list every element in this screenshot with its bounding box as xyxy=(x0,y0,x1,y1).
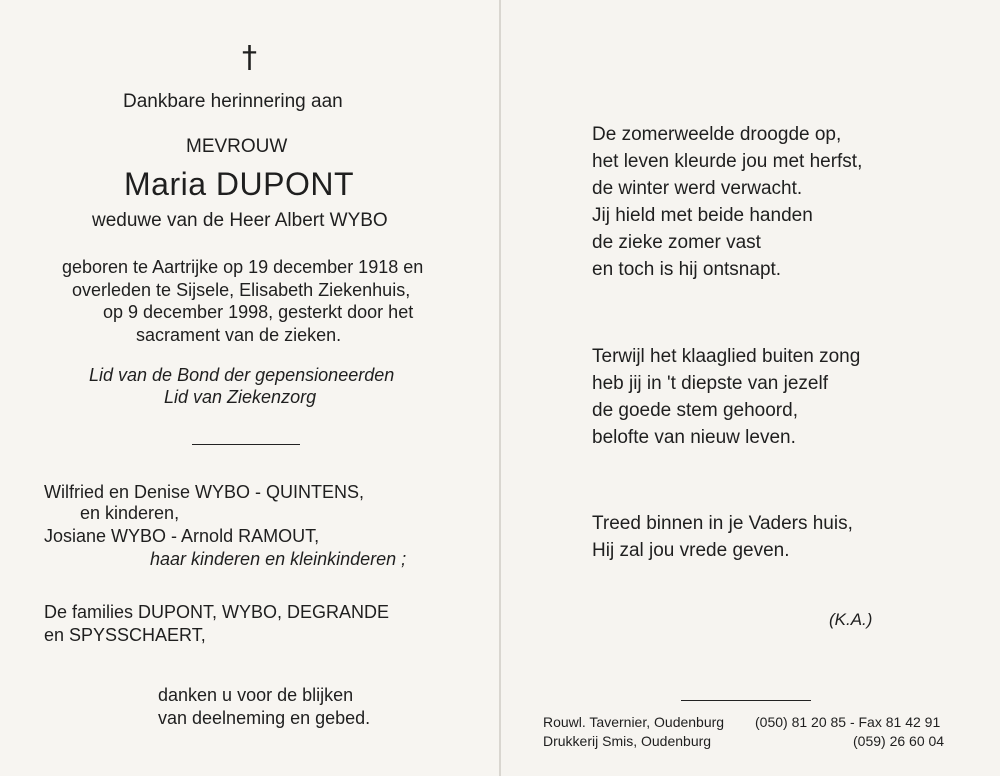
cross-icon: † xyxy=(242,40,257,75)
printer-phone: (059) 26 60 04 xyxy=(853,733,945,749)
poem-line: het leven kleurde jou met herfst, xyxy=(592,151,863,172)
intro-text: Dankbare herinnering aan xyxy=(123,91,343,112)
poem-line: belofte van nieuw leven. xyxy=(592,427,796,448)
family-line: Josiane WYBO - Arnold RAMOUT, xyxy=(44,526,320,546)
poem-line: de winter werd verwacht. xyxy=(592,178,803,199)
family-line: Wilfried en Denise WYBO - QUINTENS, xyxy=(44,482,365,502)
poem-stanza-3 xyxy=(592,510,853,564)
poem-stanza-2 xyxy=(592,343,860,451)
poem-line: Treed binnen in je Vaders huis, xyxy=(592,513,853,534)
family-line: en kinderen, xyxy=(80,503,180,523)
printer-phone: (050) 81 20 85 - Fax 81 42 91 xyxy=(755,714,941,730)
divider xyxy=(192,444,300,445)
poem-line: de goede stem gehoord, xyxy=(592,400,798,421)
poem-line: Hij zal jou vrede geven. xyxy=(592,540,790,561)
poem-line: de zieke zomer vast xyxy=(592,232,761,253)
families-line: en SPYSSCHAERT, xyxy=(44,625,206,645)
poem-line: en toch is hij ontsnapt. xyxy=(592,259,782,280)
poem-stanza-1 xyxy=(592,121,862,283)
membership-line: Lid van Ziekenzorg xyxy=(164,387,317,407)
families-line: De families DUPONT, WYBO, DEGRANDE xyxy=(44,602,390,622)
title-text: MEVROUW xyxy=(186,136,288,157)
thanks-line: van deelneming en gebed. xyxy=(158,708,371,728)
poem-line: Terwijl het klaaglied buiten zong xyxy=(592,346,861,367)
divider xyxy=(681,700,811,701)
deceased-name: Maria DUPONT xyxy=(124,166,355,202)
membership-line: Lid van de Bond der gepensioneerden xyxy=(89,365,395,385)
bio-line: overleden te Sijsele, Elisabeth Ziekenhuis, xyxy=(72,280,411,300)
poem-line: De zomerweelde droogde op, xyxy=(592,124,842,145)
poem-line: Jij hield met beide handen xyxy=(592,205,813,226)
thanks-line: danken u voor de blijken xyxy=(158,685,354,705)
poem-line: heb jij in 't diepste van jezelf xyxy=(592,373,828,394)
poem-author: (K.A.) xyxy=(829,610,873,629)
bio-line: op 9 december 1998, gesterkt door het xyxy=(103,302,414,322)
printer-line: Rouwl. Tavernier, Oudenburg xyxy=(543,714,725,730)
printer-line: Drukkerij Smis, Oudenburg xyxy=(543,733,712,749)
family-line: haar kinderen en kleinkinderen ; xyxy=(150,549,407,569)
spouse-text: weduwe van de Heer Albert WYBO xyxy=(92,210,388,231)
bio-line: sacrament van de zieken. xyxy=(136,325,342,345)
bio-line: geboren te Aartrijke op 19 december 1918 en xyxy=(62,257,424,277)
